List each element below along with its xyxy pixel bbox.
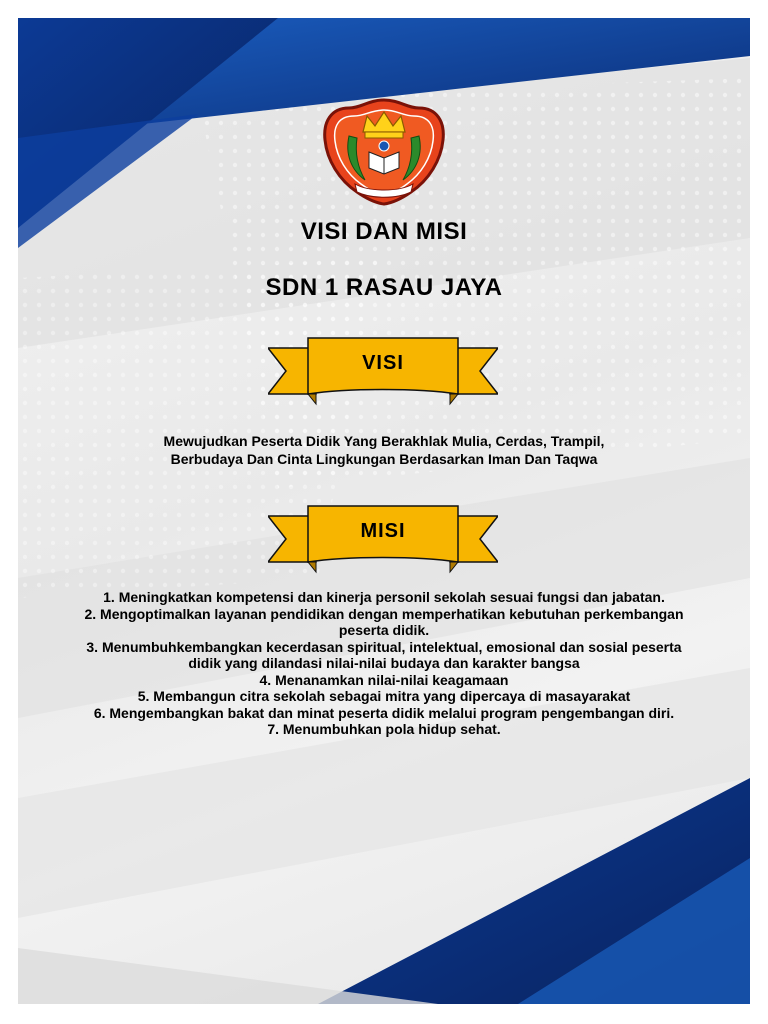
misi-item: 5. Membangun citra sekolah sebagai mitra yang dipercaya di masayarakat [137,688,631,704]
misi-label: MISI [360,520,406,542]
visi-ribbon [268,336,498,406]
misi-item: peserta didik. [338,622,430,638]
visi-line: Berbudaya Dan Cinta Lingkungan Berdasarkan Iman Dan Taqwa [170,451,598,467]
poster [18,18,750,1004]
school-name: SDN 1 RASAU JAYA [265,274,503,301]
misi-item: didik yang dilandasi nilai-nilai budaya dan karakter bangsa [188,655,580,671]
visi-line: Mewujudkan Peserta Didik Yang Berakhlak Mulia, Cerdas, Trampil, [163,433,605,449]
misi-item: 2. Mengoptimalkan layanan pendidikan dengan memperhatikan kebutuhan perkembangan [84,605,684,622]
content [18,18,750,1004]
misi-item: 3. Menumbuhkembangkan kecerdasan spiritual, intelektual, emosional dan sosial peserta [86,638,682,655]
school-emblem-logo [319,96,449,206]
misi-item: 6. Mengembangkan bakat dan minat peserta didik melalui program pengembangan diri. [93,704,675,721]
misi-ribbon [268,504,498,574]
page-title: VISI DAN MISI [300,218,468,245]
misi-list [38,589,730,738]
misi-item: 4. Menanamkan nilai-nilai keagamaan [259,671,509,688]
misi-item: 7. Menumbuhkan pola hidup sehat. [267,721,501,737]
visi-statement [108,432,660,468]
misi-item: 1. Meningkatkan kompetensi dan kinerja personil sekolah sesuai fungsi dan jabatan. [103,589,665,605]
visi-label: VISI [362,352,404,374]
